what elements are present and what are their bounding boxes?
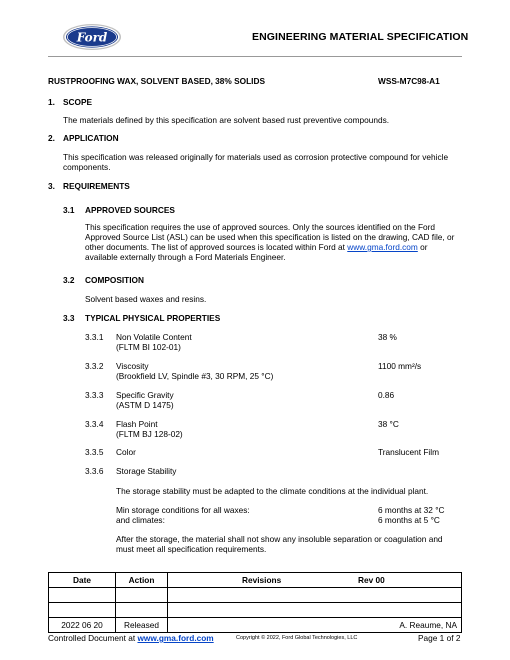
section-1-num: 1. <box>48 97 55 107</box>
storage-cond2-value: 6 months at 5 °C <box>378 515 440 525</box>
table-header-date: Date <box>49 573 116 588</box>
table-cell-date: 2022 06 20 <box>49 618 116 633</box>
property-method: (FLTM BJ 128-02) <box>116 429 183 439</box>
table-row <box>49 573 462 588</box>
section-3-2-num: 3.2 <box>63 275 75 285</box>
sources-line-3 <box>85 242 428 253</box>
sources-line-3a: other documents. The list of approved sources is located within Ford at <box>85 242 348 252</box>
property-method: (Brookfield LV, Spindle #3, 30 RPM, 25 °C) <box>116 371 274 381</box>
storage-cond2-label: and climates: <box>116 515 165 525</box>
storage-after-2: must meet all specification requirements. <box>116 544 267 554</box>
section-3-3-num: 3.3 <box>63 313 75 323</box>
doc-number: WSS-M7C98-A1 <box>378 76 440 86</box>
header-divider <box>48 56 462 57</box>
section-3-3-title: TYPICAL PHYSICAL PROPERTIES <box>85 313 221 323</box>
table-cell <box>168 603 462 618</box>
composition-text: Solvent based waxes and resins. <box>85 294 207 304</box>
property-name: Storage Stability <box>116 466 177 476</box>
table-cell <box>168 588 462 603</box>
property-num: 3.3.2 <box>85 361 104 371</box>
page-title: ENGINEERING MATERIAL SPECIFICATION <box>252 31 469 43</box>
revision-table <box>48 572 462 633</box>
section-3-1-title: APPROVED SOURCES <box>85 205 175 215</box>
table-row <box>49 618 462 633</box>
property-value: 38 % <box>378 332 397 342</box>
sources-line-3b: or <box>417 242 428 252</box>
application-line-2: components. <box>63 162 111 172</box>
gma-link[interactable]: www.gma.ford.com <box>347 242 418 252</box>
storage-cond1-label: Min storage conditions for all waxes: <box>116 505 250 515</box>
table-cell <box>116 603 168 618</box>
property-num: 3.3.5 <box>85 447 104 457</box>
application-line-1: This specification was released originally for materials used as corrosion protective compound for vehicle <box>63 152 449 162</box>
sources-line-2: Approved Source List (ASL) can be used when this specification is listed on the drawing, CAD file, or <box>85 232 455 242</box>
table-row <box>49 588 462 603</box>
property-name: Viscosity <box>116 361 149 371</box>
table-header-revisions <box>168 573 462 588</box>
sources-line-1: This specification requires the use of approved sources. Only the sources identified on the Ford <box>85 222 436 232</box>
table-cell-author: A. Reaume, NA <box>168 618 462 633</box>
section-1-title: SCOPE <box>63 97 93 107</box>
doc-name: RUSTPROOFING WAX, SOLVENT BASED, 38% SOLIDS <box>48 76 265 86</box>
table-header-action: Action <box>116 573 168 588</box>
storage-cond1-value: 6 months at 32 °C <box>378 505 445 515</box>
storage-intro: The storage stability must be adapted to the climate conditions at the individual plant. <box>116 486 429 496</box>
section-2-title: APPLICATION <box>63 133 119 143</box>
property-name: Flash Point <box>116 419 158 429</box>
rev-label: Rev 00 <box>358 575 385 585</box>
property-name: Color <box>116 447 136 457</box>
footer-controlled-text: Controlled Document at <box>48 633 138 643</box>
table-cell <box>49 603 116 618</box>
ford-logo <box>62 23 122 51</box>
section-3-1-num: 3.1 <box>63 205 75 215</box>
section-3-title: REQUIREMENTS <box>63 181 130 191</box>
revisions-label: Revisions <box>242 575 282 585</box>
footer-copyright: Copyright © 2022, Ford Global Technologies, LLC <box>236 635 358 641</box>
property-method: (ASTM D 1475) <box>116 400 174 410</box>
table-cell-action: Released <box>116 618 168 633</box>
logo-text: Ford <box>76 30 108 45</box>
property-method: (FLTM BI 102-01) <box>116 342 181 352</box>
section-3-2-title: COMPOSITION <box>85 275 145 285</box>
sources-line-4: available externally through a Ford Materials Engineer. <box>85 252 286 262</box>
property-num: 3.3.1 <box>85 332 104 342</box>
property-num: 3.3.3 <box>85 390 104 400</box>
table-cell <box>116 588 168 603</box>
table-row <box>49 603 462 618</box>
property-num: 3.3.4 <box>85 419 104 429</box>
property-value: Translucent Film <box>378 447 440 457</box>
property-value: 38 °C <box>378 419 399 429</box>
section-3-num: 3. <box>48 181 55 191</box>
property-num: 3.3.6 <box>85 466 104 476</box>
property-name: Non Volatile Content <box>116 332 192 342</box>
section-2-num: 2. <box>48 133 55 143</box>
footer-page: Page 1 of 2 <box>418 633 461 643</box>
footer-controlled <box>48 633 214 643</box>
property-value: 0.86 <box>378 390 395 400</box>
scope-text: The materials defined by this specification are solvent based rust preventive compounds. <box>63 115 390 125</box>
footer-gma-link[interactable]: www.gma.ford.com <box>137 633 214 643</box>
storage-after-1: After the storage, the material shall not show any insoluble separation or coagulation and <box>116 534 443 544</box>
property-name: Specific Gravity <box>116 390 174 400</box>
property-value: 1100 mm²/s <box>378 361 422 371</box>
table-cell <box>49 588 116 603</box>
